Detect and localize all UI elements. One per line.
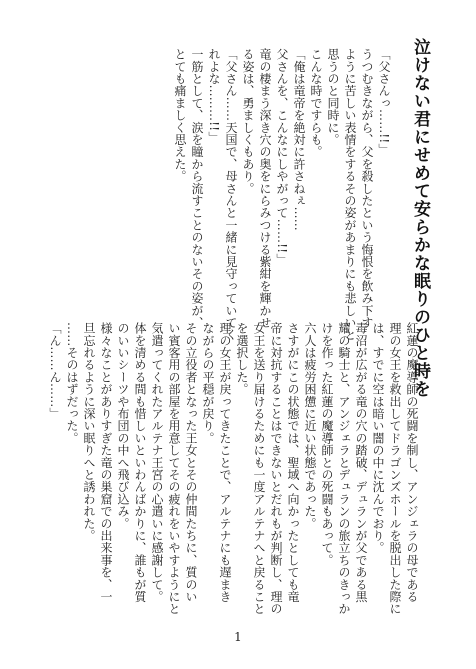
text-line: 理の女王を救出してドラゴンズホールを脱出した際に — [388, 322, 402, 615]
text-line: 「ん……ん……」 — [48, 322, 62, 420]
text-line: ……そのはずだった。 — [65, 322, 79, 444]
text-line: る姿は、勇ましくもあり。 — [241, 48, 255, 195]
text-line: 気遣ってくれたアルテナ王宮の心遣いに感謝して。 — [150, 322, 164, 603]
upper-text-block — [171, 48, 392, 341]
text-line: 「父さんっ……!!」 — [377, 48, 391, 156]
text-line: 旦忘れるように深い眠りへと誘われた。 — [82, 322, 96, 542]
text-line: 体を清める間も惜しいといわんばかりに、誰もが質 — [133, 322, 147, 603]
text-line: 女王を送り届けるためにも一度アルテナへと戻ること — [252, 322, 266, 615]
text-line: は、すでに空は暗い闇の中に沈んでおり。 — [371, 322, 385, 554]
text-line: れよな………!!」 — [207, 48, 221, 144]
text-line: 「俺は竜帝を絶対に許さねぇ…… — [292, 48, 306, 231]
text-line: い賓客用の部屋を用意してその疲れをいやすようにと — [167, 322, 181, 615]
page-number: 1 — [234, 630, 242, 644]
text-line: こんな時ですらも。 — [309, 48, 323, 158]
text-line: けを作った紅蓮の魔導師との死闘もあって。 — [320, 322, 334, 566]
text-line: うつむきながら、父を殺したという悔恨を飲み下す — [360, 48, 374, 329]
text-line: のいいシーツや布団の中へ飛び込み。 — [116, 322, 130, 530]
text-line: 毒沼が広がる竜の穴の踏破、デュランが父である黒 — [354, 322, 368, 603]
chapter-title: 泣けない君にせめて安らかな眠りのひと時を — [410, 38, 430, 398]
text-line: 理の女王が戻ってきたことで、アルテナにも遅まき — [218, 322, 232, 603]
text-line: 紅蓮の魔導師の死闘を制し、アンジェラの母である — [405, 322, 419, 603]
text-line: 「父さん……天国で、母さんと一緒に見守っていてく — [224, 48, 238, 341]
text-line: とても痛ましく思えた。 — [173, 48, 187, 183]
text-line: 竜の棲まう深き穴の奥をにらみつける紫紺を輝かせ — [258, 48, 272, 329]
text-line: ながらの平穏が戻り。 — [201, 322, 215, 444]
text-line: その立役者となった王女とその仲間たちに、質のい — [184, 322, 198, 603]
text-line: 耀の騎士と、アンジェラとデュランの旅立ちのきっか — [337, 322, 351, 615]
lower-text-block — [46, 322, 420, 615]
text-line: 様々なことがありすぎた竜の巣窟での出来事を、一 — [99, 322, 113, 603]
text-line: 六人は疲労困憊に近い状態であった。 — [303, 322, 317, 530]
text-line: 思うのと同時に。 — [326, 48, 340, 146]
text-line: ように苦しい表情をするその姿があまりにも悲しいと — [343, 48, 357, 341]
text-line: を選択した。 — [235, 322, 249, 396]
text-line: さすがにこの状態では、聖域へ向かったとしても竜 — [286, 322, 300, 603]
text-line: 父さんを、こんなにしやがって……!!」 — [275, 48, 289, 266]
text-line: 一筋として、涙を瞳から流すことのないその姿が、 — [190, 48, 204, 329]
text-line: 帝に対抗することはできないとだれもが判断し、理の — [269, 322, 283, 615]
